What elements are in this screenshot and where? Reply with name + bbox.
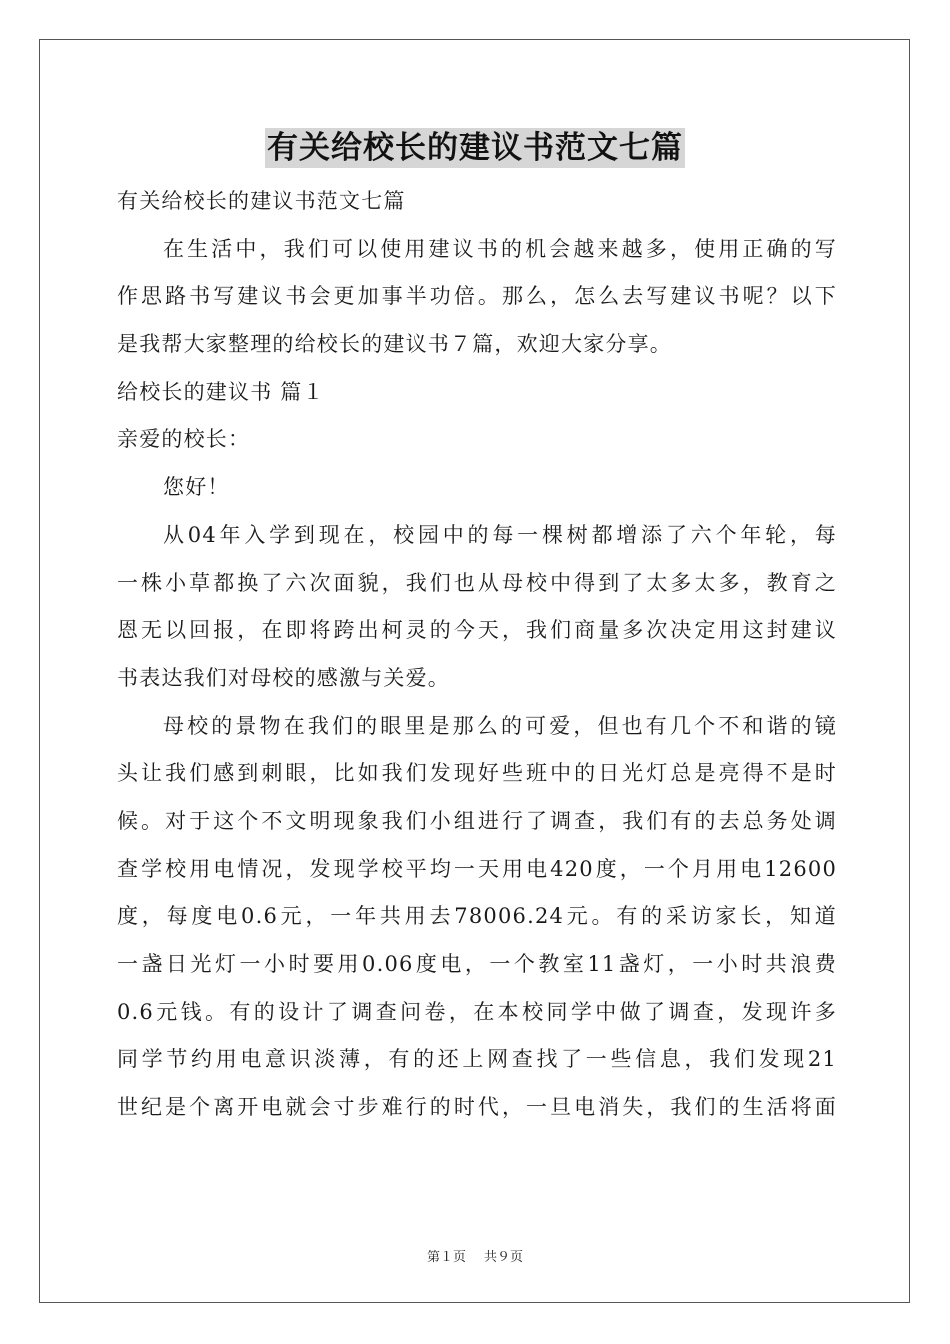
subtitle-line: 有关给校长的建议书范文七篇 — [117, 189, 406, 213]
paragraph-line: 从04年入学到现在，校园中的每一棵树都增添了六个年轮，每 — [163, 522, 837, 547]
paragraph-line: 头让我们感到刺眼，比如我们发现好些班中的日光灯总是亮得不是时 — [117, 761, 837, 786]
document-title: 有关给校长的建议书范文七篇 — [267, 130, 683, 166]
paragraph-line: 同学节约用电意识淡薄，有的还上网查找了一些信息，我们发现21 — [117, 1047, 837, 1072]
paragraph-line: 0.6元钱。有的设计了调查问卷，在本校同学中做了调查，发现许多 — [117, 999, 837, 1024]
paragraph-line: 一株小草都换了六次面貌，我们也从母校中得到了太多太多，教育之 — [117, 570, 837, 595]
paragraph-line: 查学校用电情况，发现学校平均一天用电420度，一个月用电12600 — [117, 856, 837, 881]
paragraph-line: 候。对于这个不文明现象我们小组进行了调查，我们有的去总务处调 — [117, 808, 837, 833]
page-footer — [0, 1246, 950, 1265]
paragraph-line: 母校的景物在我们的眼里是那么的可爱，但也有几个不和谐的镜 — [163, 713, 837, 738]
section-heading: 给校长的建议书 篇１ — [117, 379, 325, 404]
page-total: 共９页 — [484, 1250, 524, 1265]
paragraph-line: 在生活中，我们可以使用建议书的机会越来越多，使用正确的写 — [163, 236, 837, 261]
title-block — [0, 128, 950, 168]
greeting: 您好！ — [163, 475, 230, 500]
salutation: 亲爱的校长： — [117, 427, 251, 452]
page-number: 第１页 — [426, 1250, 466, 1265]
paragraph-line: 作思路书写建议书会更加事半功倍。那么，怎么去写建议书呢？以下 — [117, 284, 837, 309]
paragraph-line: 恩无以回报，在即将跨出柯灵的今天，我们商量多次决定用这封建议 — [117, 618, 837, 643]
paragraph-line: 是我帮大家整理的给校长的建议书７篇，欢迎大家分享。 — [117, 332, 672, 357]
paragraph-line: 世纪是个离开电就会寸步难行的时代，一旦电消失，我们的生活将面 — [117, 1095, 837, 1120]
paragraph-line: 书表达我们对母校的感激与关爱。 — [117, 665, 450, 690]
paragraph-line: 一盏日光灯一小时要用0.06度电，一个教室11盏灯，一小时共浪费 — [117, 952, 837, 976]
document-body — [117, 178, 837, 1132]
paragraph-line: 度，每度电0.6元，一年共用去78006.24元。有的采访家长，知道 — [117, 904, 837, 929]
